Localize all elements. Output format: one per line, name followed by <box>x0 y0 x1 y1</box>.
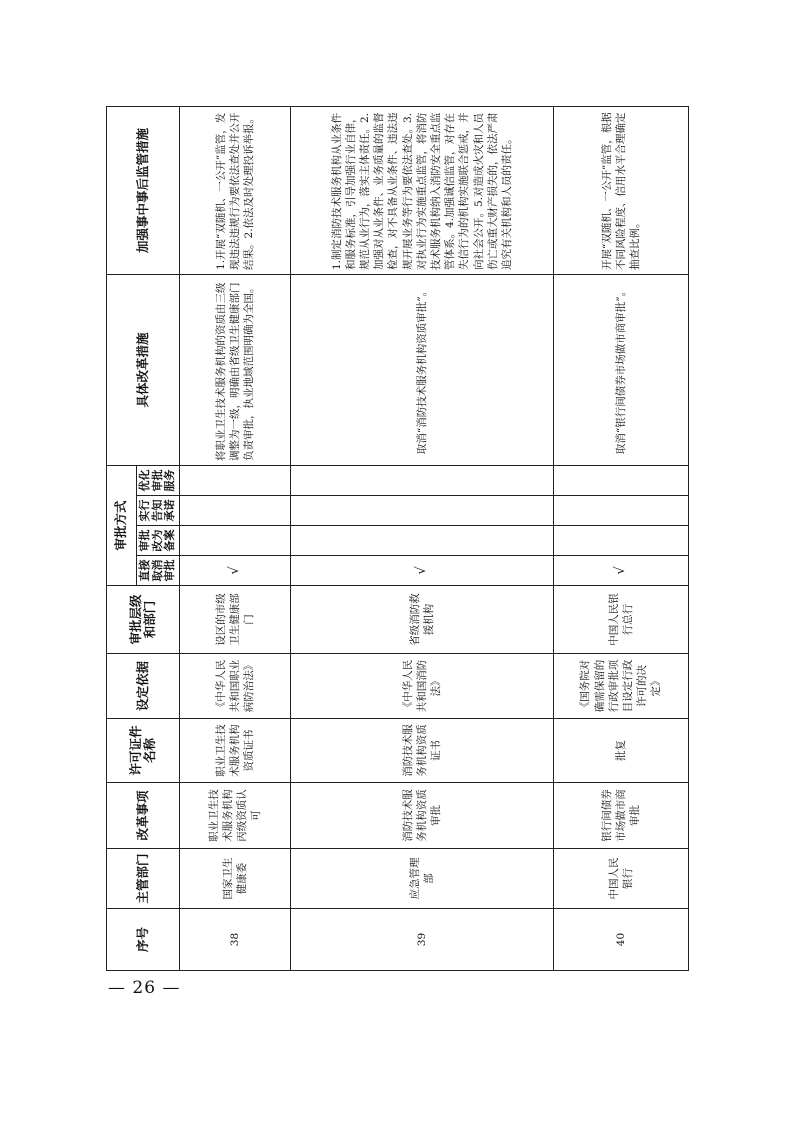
table-row <box>179 106 290 970</box>
header-basis: 设定依据 <box>107 654 180 719</box>
cell-basis: 《中华人民共和国职业病防治法》 <box>179 654 290 719</box>
cell-basis: 《国务院对确需保留的行政审批项目设定行政许可的决定》 <box>553 654 688 719</box>
cell-dept: 应急管理部 <box>290 849 553 909</box>
header-measures: 具体改革措施 <box>107 274 180 465</box>
header-item: 改革事项 <box>107 783 180 849</box>
cell-mode-cancel: √ <box>553 556 688 586</box>
cell-mode-notice <box>553 496 688 526</box>
cell-mode-cancel: √ <box>290 556 553 586</box>
cell-seq: 38 <box>179 909 290 971</box>
cell-mode-cancel: √ <box>179 556 290 586</box>
cell-level: 设区的市级卫生健康部门 <box>179 586 290 654</box>
header-mode-optimize: 优化审批服务 <box>137 465 180 495</box>
header-mode-cancel: 直接取消审批 <box>137 556 180 586</box>
cell-mode-notice <box>179 496 290 526</box>
header-seq: 序号 <box>107 909 180 971</box>
cell-license: 批复 <box>553 719 688 783</box>
header-supervision: 加强事中事后监管措施 <box>107 106 180 274</box>
cell-item: 银行间债券市场做市商审批 <box>553 783 688 849</box>
cell-license: 消防技术服务机构资质证书 <box>290 719 553 783</box>
cell-seq: 40 <box>553 909 688 971</box>
cell-dept: 国家卫生健康委 <box>179 849 290 909</box>
cell-mode-record <box>553 526 688 556</box>
header-license: 许可证件名称 <box>107 719 180 783</box>
page-number: — 26 — <box>108 978 181 998</box>
cell-supervision: 开展“双随机、一公开”监管，根据不同风险程度、信用水平合理确定抽查比例。 <box>553 106 688 274</box>
rotated-table-wrapper <box>106 107 682 971</box>
header-mode-notice: 实行告知承诺 <box>137 496 180 526</box>
cell-item: 消防技术服务机构资质审批 <box>290 783 553 849</box>
header-row-1 <box>107 106 137 970</box>
table-row <box>553 106 688 970</box>
cell-supervision: 1.开展“双随机、一公开”监管，发现违法违规行为要依法查处并公开结果。2.依法及时处理投诉举报。 <box>179 106 290 274</box>
reform-items-table <box>106 106 689 971</box>
cell-level: 中国人民银行总行 <box>553 586 688 654</box>
cell-basis: 《中华人民共和国消防法》 <box>290 654 553 719</box>
cell-measures: 取消“消防技术服务机构资质审批”。 <box>290 274 553 465</box>
cell-level: 省级消防救援机构 <box>290 586 553 654</box>
cell-mode-notice <box>290 496 553 526</box>
cell-item: 职业卫生技术服务机构丙级资质认可 <box>179 783 290 849</box>
cell-mode-optimize <box>553 465 688 495</box>
cell-mode-record <box>290 526 553 556</box>
cell-seq: 39 <box>290 909 553 971</box>
header-level: 审批层级和部门 <box>107 586 180 654</box>
cell-supervision: 1.制定消防技术服务机构从业条件和服务标准，引导加强行业自律，规范从业行为，落实主体责任。2.加强对从业条件、业务质量的监督检查，对不具备从业条件、违法违规开展业务等行为要依法查处。3.对执业行为实施重点监管，将消防技术服务机构纳入消防安全重点监管体系。4.加强诚信监管，对存在失信行为的机构实施联合惩戒，并向社会公开。5.对造成火灾和人员伤亡或重大财产损失的，依法严肃追究有关机构和人员的责任。 <box>290 106 553 274</box>
cell-mode-optimize <box>179 465 290 495</box>
header-mode-record: 审批改为备案 <box>137 526 180 556</box>
cell-measures: 将职业卫生技术服务机构的资质由三级调整为一级，明确由省级卫生健康部门负责审批，执业地域范围明确为全国。 <box>179 274 290 465</box>
header-dept: 主管部门 <box>107 849 180 909</box>
table-row <box>290 106 553 970</box>
cell-measures: 取消“银行间债券市场做市商审批”。 <box>553 274 688 465</box>
cell-mode-optimize <box>290 465 553 495</box>
cell-license: 职业卫生技术服务机构资质证书 <box>179 719 290 783</box>
header-approval-mode: 审批方式 <box>107 465 137 585</box>
cell-mode-record <box>179 526 290 556</box>
cell-dept: 中国人民银行 <box>553 849 688 909</box>
